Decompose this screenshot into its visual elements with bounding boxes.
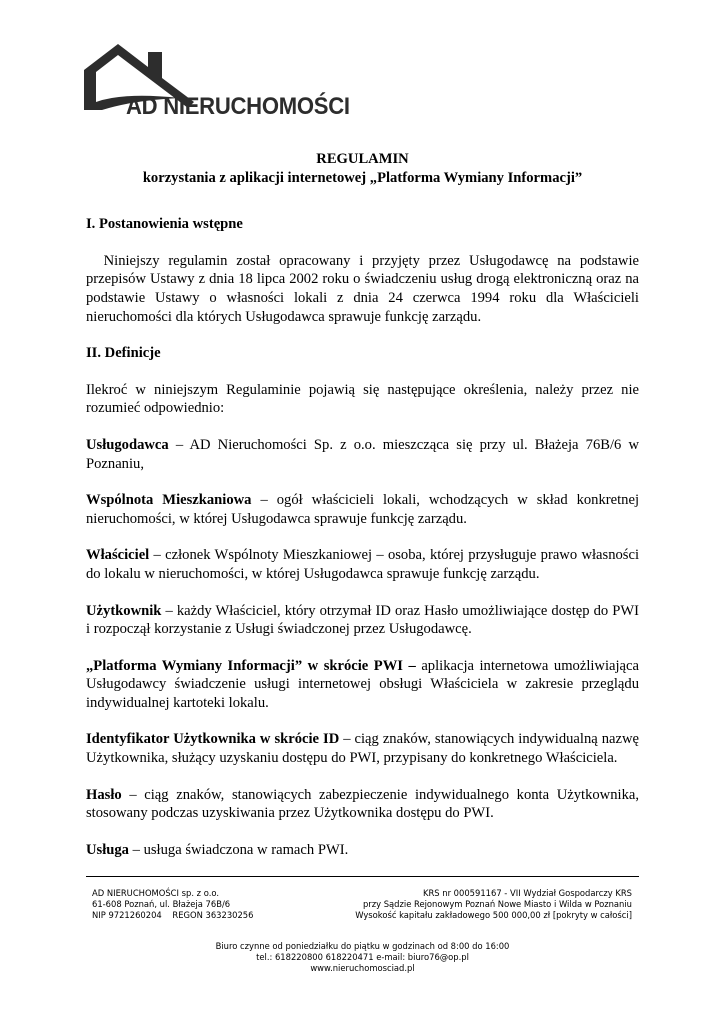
definition-text: – AD Nieruchomości Sp. z o.o. mieszcząca się przy ul. Błażeja 76B/6 w Poznaniu, (86, 436, 639, 472)
footer-krs: KRS nr 000591167 - VII Wydział Gospodarczy KRS (422, 888, 632, 898)
footer-company-name: AD NIERUCHOMOŚCI sp. z o.o. (92, 888, 220, 898)
definition-text: – ogół właścicieli lokali, wchodzących w skład konkretnej nieruchomości, w której Usługodawca sprawuje funkcję zarządu. (86, 492, 640, 527)
definition-item (86, 602, 639, 639)
definition-text: – usługa świadczona w ramach PWI. (128, 841, 349, 858)
definition-item (86, 730, 639, 767)
section1-paragraph: Niniejszy regulamin został opracowany i przyjęty przez Usługodawcę na podstawie przepisów Ustawy z dnia 18 lipca 2002 roku o świadczeniu usług drogą elektroniczną oraz na podstawie Ustawy o własności lokali z dnia 24 czerwca 1994 roku dla Właścicieli nieruchomości dla których Usługodawca sprawuje funkcję zarządu. (86, 252, 639, 325)
footer-company-info (92, 888, 632, 922)
section2-intro: Ilekroć w niniejszym Regulaminie pojawią się następujące określenia, należy przez nie rozumieć odpowiednio: (86, 381, 639, 417)
footer-phone-email: tel.: 618220800 618220471 e-mail: biuro76@op.pl (256, 952, 469, 963)
footer-court: przy Sądzie Rejonowym Poznań Nowe Miasto i Wilda w Poznaniu (362, 899, 632, 910)
footer-hours: Biuro czynne od poniedziałku do piątku w godzinach od 8:00 do 16:00 (215, 941, 510, 951)
document-title-block (86, 150, 639, 187)
definition-term: Wspólnota Mieszkaniowa (86, 492, 252, 509)
section-heading-2: II. Definicje (86, 345, 161, 362)
definition-term: Usługodawca (86, 436, 169, 453)
definition-item (86, 546, 639, 583)
footer-website: www.nieruchomosciad.pl (310, 963, 415, 974)
definition-text: – członek Wspólnoty Mieszkaniowej – osoba, której przysługuje prawo własności do lokalu w nieruchomości, w której Usługodawca sprawuje funkcję zarządu. (86, 547, 639, 582)
document-title: REGULAMIN (316, 151, 409, 167)
footer-address: 61-608 Poznań, ul. Błażeja 76B/6 (92, 899, 231, 910)
definition-term: Właściciel (86, 547, 150, 564)
definition-text: aplikacja internetowa umożliwiająca Usługodawcy świadczenie usługi internetowej obsługi Właściciela w zakresie przeglądu indywidualnej kartoteki lokalu. (86, 657, 639, 711)
document-body (86, 150, 639, 859)
definition-item (86, 657, 639, 713)
document-subtitle: korzystania z aplikacji internetowej „Platforma Wymiany Informacji” (142, 169, 583, 186)
definition-text: – każdy Właściciel, który otrzymał ID oraz Hasło umożliwiające dostęp do PWI i rozpoczął korzystanie z Usługi świadczonej przez Usługodawcę. (86, 602, 639, 638)
definition-text: – ciąg znaków, stanowiących indywidualną nazwę Użytkownika, służący uzyskaniu dostępu do PWI, przypisany do konkretnego Właściciela. (86, 731, 639, 767)
definition-term: Usługa (86, 841, 129, 858)
definition-item (86, 841, 639, 860)
company-logo (84, 40, 354, 130)
footer-contact (86, 941, 639, 975)
definition-item (86, 491, 639, 528)
definition-term: Identyfikator Użytkownika w skrócie ID (86, 731, 340, 748)
definition-term: „Platforma Wymiany Informacji” w skrócie PWI – (86, 657, 416, 674)
footer-divider (86, 876, 639, 877)
footer-capital: Wysokość kapitału zakładowego 500 000,00 zł [pokryty w całości] (355, 910, 632, 921)
definition-text: – ciąg znaków, stanowiących zabezpieczenie indywidualnego konta Użytkownika, stosowany podczas uzyskiwania przez Użytkownika dostępu do PWI. (86, 786, 639, 822)
footer-nip-regon: NIP 9721260204 REGON 363230256 (92, 910, 254, 921)
definition-term: Użytkownik (86, 602, 162, 619)
section-heading-1: I. Postanowienia wstępne (86, 216, 243, 233)
definition-term: Hasło (86, 786, 122, 803)
definition-item (86, 786, 639, 823)
logo-text: AD NIERUCHOMOŚCI (126, 93, 350, 120)
definition-item (86, 436, 639, 473)
